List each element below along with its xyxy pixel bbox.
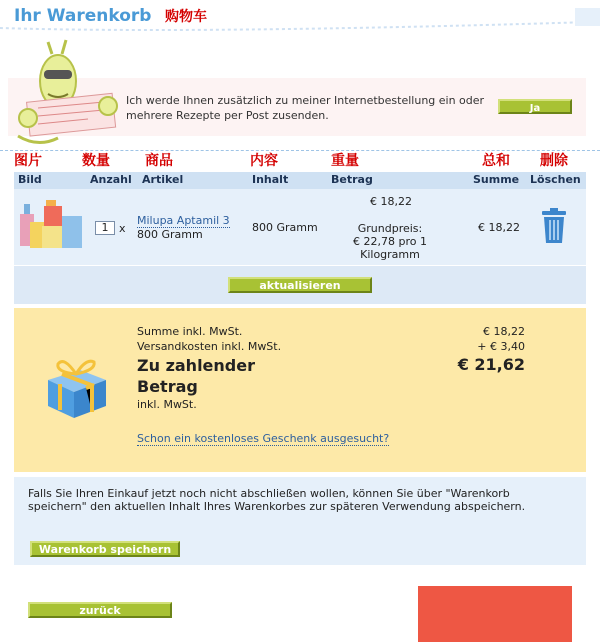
th-bild: Bild xyxy=(18,173,42,186)
th-summe: Summe xyxy=(473,173,520,186)
grundpreis-value: € 22,78 pro 1 xyxy=(353,235,427,248)
save-cart-button[interactable]: Warenkorb speichern xyxy=(30,541,180,557)
zahlen-label: Zu zahlender Betrag xyxy=(137,356,255,396)
th-inhalt: Inhalt xyxy=(252,173,289,186)
article-link[interactable]: Milupa Aptamil 3 xyxy=(137,214,230,227)
betrag-value: € 18,22 xyxy=(370,195,412,208)
cn-label-loeschen: 删除 xyxy=(540,153,568,169)
cn-label-bild: 图片 xyxy=(14,153,42,169)
quantity-times: x xyxy=(119,222,126,235)
inhalt-value: 800 Gramm xyxy=(252,221,318,234)
page-title: Ihr Warenkorb xyxy=(14,6,152,26)
versand-label: Versandkosten inkl. MwSt. xyxy=(137,340,282,353)
gift-link[interactable]: Schon ein kostenloses Geschenk ausgesucht? xyxy=(137,432,390,445)
redacted-block xyxy=(418,586,572,642)
page-title-cn: 购物车 xyxy=(165,9,207,25)
trash-icon[interactable] xyxy=(540,207,568,245)
summe-label: Summe inkl. MwSt. xyxy=(137,325,243,338)
article-size: 800 Gramm xyxy=(137,228,203,241)
mascot-prescription-icon xyxy=(8,36,118,151)
th-loeschen: Löschen xyxy=(530,173,581,186)
product-image xyxy=(16,196,86,252)
th-artikel: Artikel xyxy=(142,173,184,186)
yes-button[interactable]: Ja xyxy=(498,99,572,114)
th-betrag: Betrag xyxy=(331,173,373,186)
rezept-text: Ich werde Ihnen zusätzlich zu meiner Internetbestellung ein oder mehrere Rezepte per Post zusenden. xyxy=(126,94,485,122)
summe-value: € 18,22 xyxy=(478,221,520,234)
cn-label-anzahl: 数量 xyxy=(82,153,110,169)
cn-label-artikel: 商品 xyxy=(145,153,173,169)
zahlen-value: € 21,62 xyxy=(457,355,525,374)
cn-label-betrag: 重量 xyxy=(331,153,359,169)
grundpreis-unit: Kilogramm xyxy=(360,248,420,261)
update-button[interactable]: aktualisieren xyxy=(228,277,372,293)
quantity-input[interactable]: 1 xyxy=(95,221,115,235)
gift-icon xyxy=(40,350,112,422)
grundpreis xyxy=(335,222,445,261)
save-text: Falls Sie Ihren Einkauf jetzt noch nicht abschließen wollen, können Sie über "Warenkorb speichern" den aktuellen Inhalt Ihres Warenkorbes zur späteren Verwendung abspeichern. xyxy=(28,487,526,513)
zahlen-sub: inkl. MwSt. xyxy=(137,398,197,411)
th-anzahl: Anzahl xyxy=(90,173,132,186)
cn-label-summe: 总和 xyxy=(482,153,510,169)
back-button[interactable]: zurück xyxy=(28,602,172,618)
grundpreis-label: Grundpreis: xyxy=(357,222,423,235)
summe-total: € 18,22 xyxy=(483,325,525,338)
versand-value: + € 3,40 xyxy=(477,340,525,353)
cn-label-inhalt: 内容 xyxy=(250,153,278,169)
